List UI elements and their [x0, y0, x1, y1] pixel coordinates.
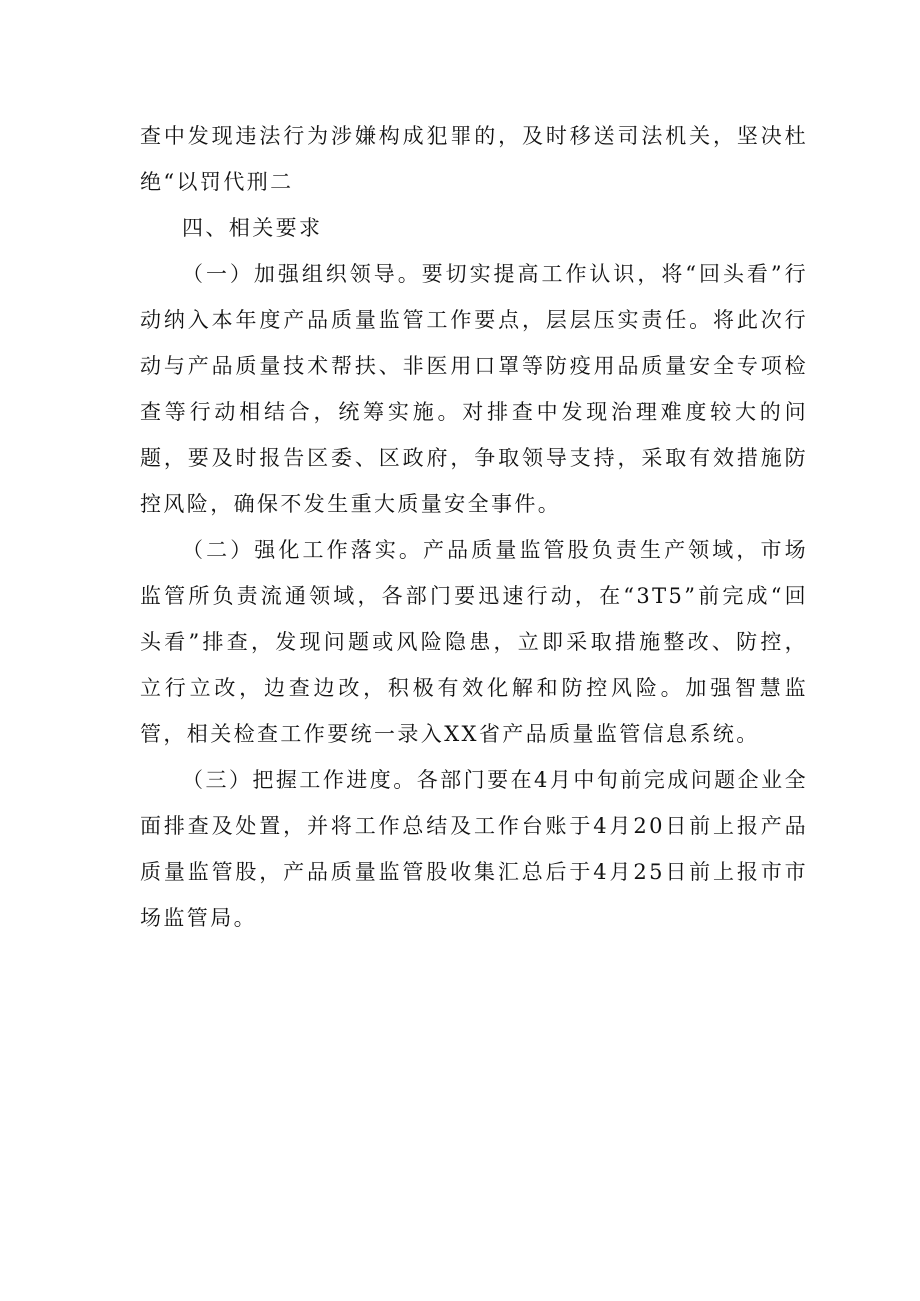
- paragraph-continuation: 查中发现违法行为涉嫌构成犯罪的，及时移送司法机关，坚决杜绝“以罚代刑二: [140, 124, 808, 194]
- paragraph-item-1: （一）加强组织领导。要切实提高工作认识，将“回头看”行动纳入本年度产品质量监管工作要点，层层压实责任。将此次行动与产品质量技术帮扶、非医用口罩等防疫用品质量安全专项检查等行动相结合，统筹实施。对排查中发现治理难度较大的问题，要及时报告区委、区政府，争取领导支持，采取有效措施防控风险，确保不发生重大质量安全事件。: [140, 262, 808, 516]
- document-body: [140, 113, 808, 941]
- paragraph-item-2: （二）强化工作落实。产品质量监管股负责生产领域，市场监管所负责流通领域，各部门要迅速行动，在“3T5”前完成“回头看”排查，发现问题或风险隐患，立即采取措施整改、防控，立行立改，边查边改，积极有效化解和防控风险。加强智慧监管，相关检查工作要统一录入XX省产品质量监管信息系统。: [140, 538, 808, 746]
- paragraph-item-3: （三）把握工作进度。各部门要在4月中旬前完成问题企业全面排查及处置，并将工作总结及工作台账于4月20日前上报产品质量监管股，产品质量监管股收集汇总后于4月25日前上报市市场监管局。: [140, 768, 808, 930]
- section-heading: 四、相关要求: [182, 216, 323, 240]
